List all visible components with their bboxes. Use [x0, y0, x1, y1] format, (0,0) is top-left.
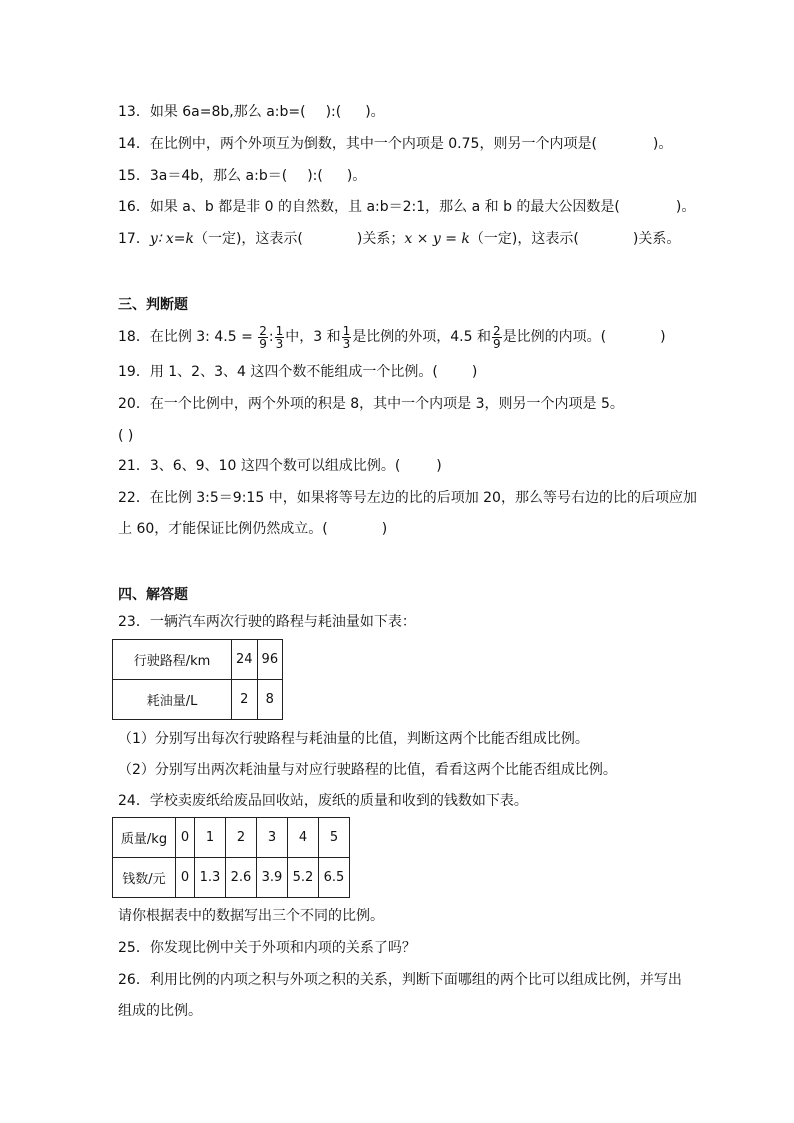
- question-15: 15．3a＝4b，那么 a:b＝( ):( )。: [118, 168, 367, 184]
- formula-x-times-y: x × y = k: [404, 231, 470, 247]
- question-26: 26．利用比例的内项之积与外项之积的关系，判断下面哪组的两个比可以组成比例，并写出: [118, 972, 682, 988]
- fraction-2-9: $\frac{2}{9}$: [259, 323, 267, 351]
- question-13: 13．如果 6a=8b,那么 a:b=( ):( )。: [118, 104, 385, 120]
- question-20-paren: ( ): [118, 428, 134, 444]
- table-paper-money: [112, 817, 350, 898]
- fraction-1-3-b: $\frac{1}{3}$: [342, 323, 351, 351]
- table-row: 质量/kg 0 1 2 3 4 5: [113, 818, 350, 858]
- section-title-judge: 三、判断题: [118, 297, 188, 313]
- question-14: 14．在比例中，两个外项互为倒数，其中一个内项是 0.75，则另一个内项是( )。: [118, 136, 673, 152]
- question-22: 22．在比例 3:5＝9:15 中，如果将等号左边的比的后项加 20，那么等号右边的比的后项应加: [118, 490, 697, 506]
- question-24-after: 请你根据表中的数据写出三个不同的比例。: [118, 908, 384, 924]
- question-23: 23．一辆汽车两次行驶的路程与耗油量如下表：: [118, 614, 416, 630]
- question-26-cont: 组成的比例。: [118, 1003, 202, 1019]
- question-23-sub2: （2）分别写出两次耗油量与对应行驶路程的比值，看看这两个比能否组成比例。: [118, 762, 617, 778]
- table-row: 行驶路程/km 24 96: [113, 640, 283, 680]
- fraction-2-9-b: $\frac{2}{9}$: [492, 323, 501, 351]
- question-21: 21．3、6、9、10 这四个数可以组成比例。( ): [118, 458, 442, 474]
- section-title-solve: 四、解答题: [118, 587, 188, 603]
- question-22-cont: 上 60，才能保证比例仍然成立。( ): [118, 521, 388, 537]
- question-17: 17．y∶ x=k（一定)，这表示( )关系；x × y = k（一定)，这表示( )关系。: [118, 231, 681, 247]
- question-25: 25．你发现比例中关于外项和内项的关系了吗？: [118, 940, 416, 956]
- table-row: 耗油量/L 2 8: [113, 680, 283, 720]
- table-distance-fuel: [112, 639, 283, 720]
- question-23-sub1: （1）分别写出每次行驶路程与耗油量的比值，判断这两个比能否组成比例。: [118, 731, 589, 747]
- question-24: 24．学校卖废纸给废品回收站，废纸的质量和收到的钱数如下表。: [118, 793, 528, 809]
- question-18: 18．在比例 3: 4.5 = $\frac{2}{9}$ : $\frac{1}{3}$ 中，3 和 $\frac{1}{3}$ 是比例的外项，4.5 和 $\frac{2}{9}$ 是比例的内项。( ): [118, 323, 666, 351]
- question-20: 20．在一个比例中，两个外项的积是 8，其中一个内项是 3，则另一个内项是 5。: [118, 396, 624, 412]
- question-16: 16．如果 a、b 都是非 0 的自然数，且 a:b＝2:1，那么 a 和 b 的最大公因数是( )。: [118, 199, 696, 215]
- formula-y-ratio-x: y∶ x=k: [149, 231, 194, 247]
- question-19: 19．用 1、2、3、4 这四个数不能组成一个比例。( ): [118, 364, 478, 380]
- table-row: 钱数/元 0 1.3 2.6 3.9 5.2 6.5: [113, 858, 350, 898]
- fraction-1-3: $\frac{1}{3}$: [275, 323, 284, 351]
